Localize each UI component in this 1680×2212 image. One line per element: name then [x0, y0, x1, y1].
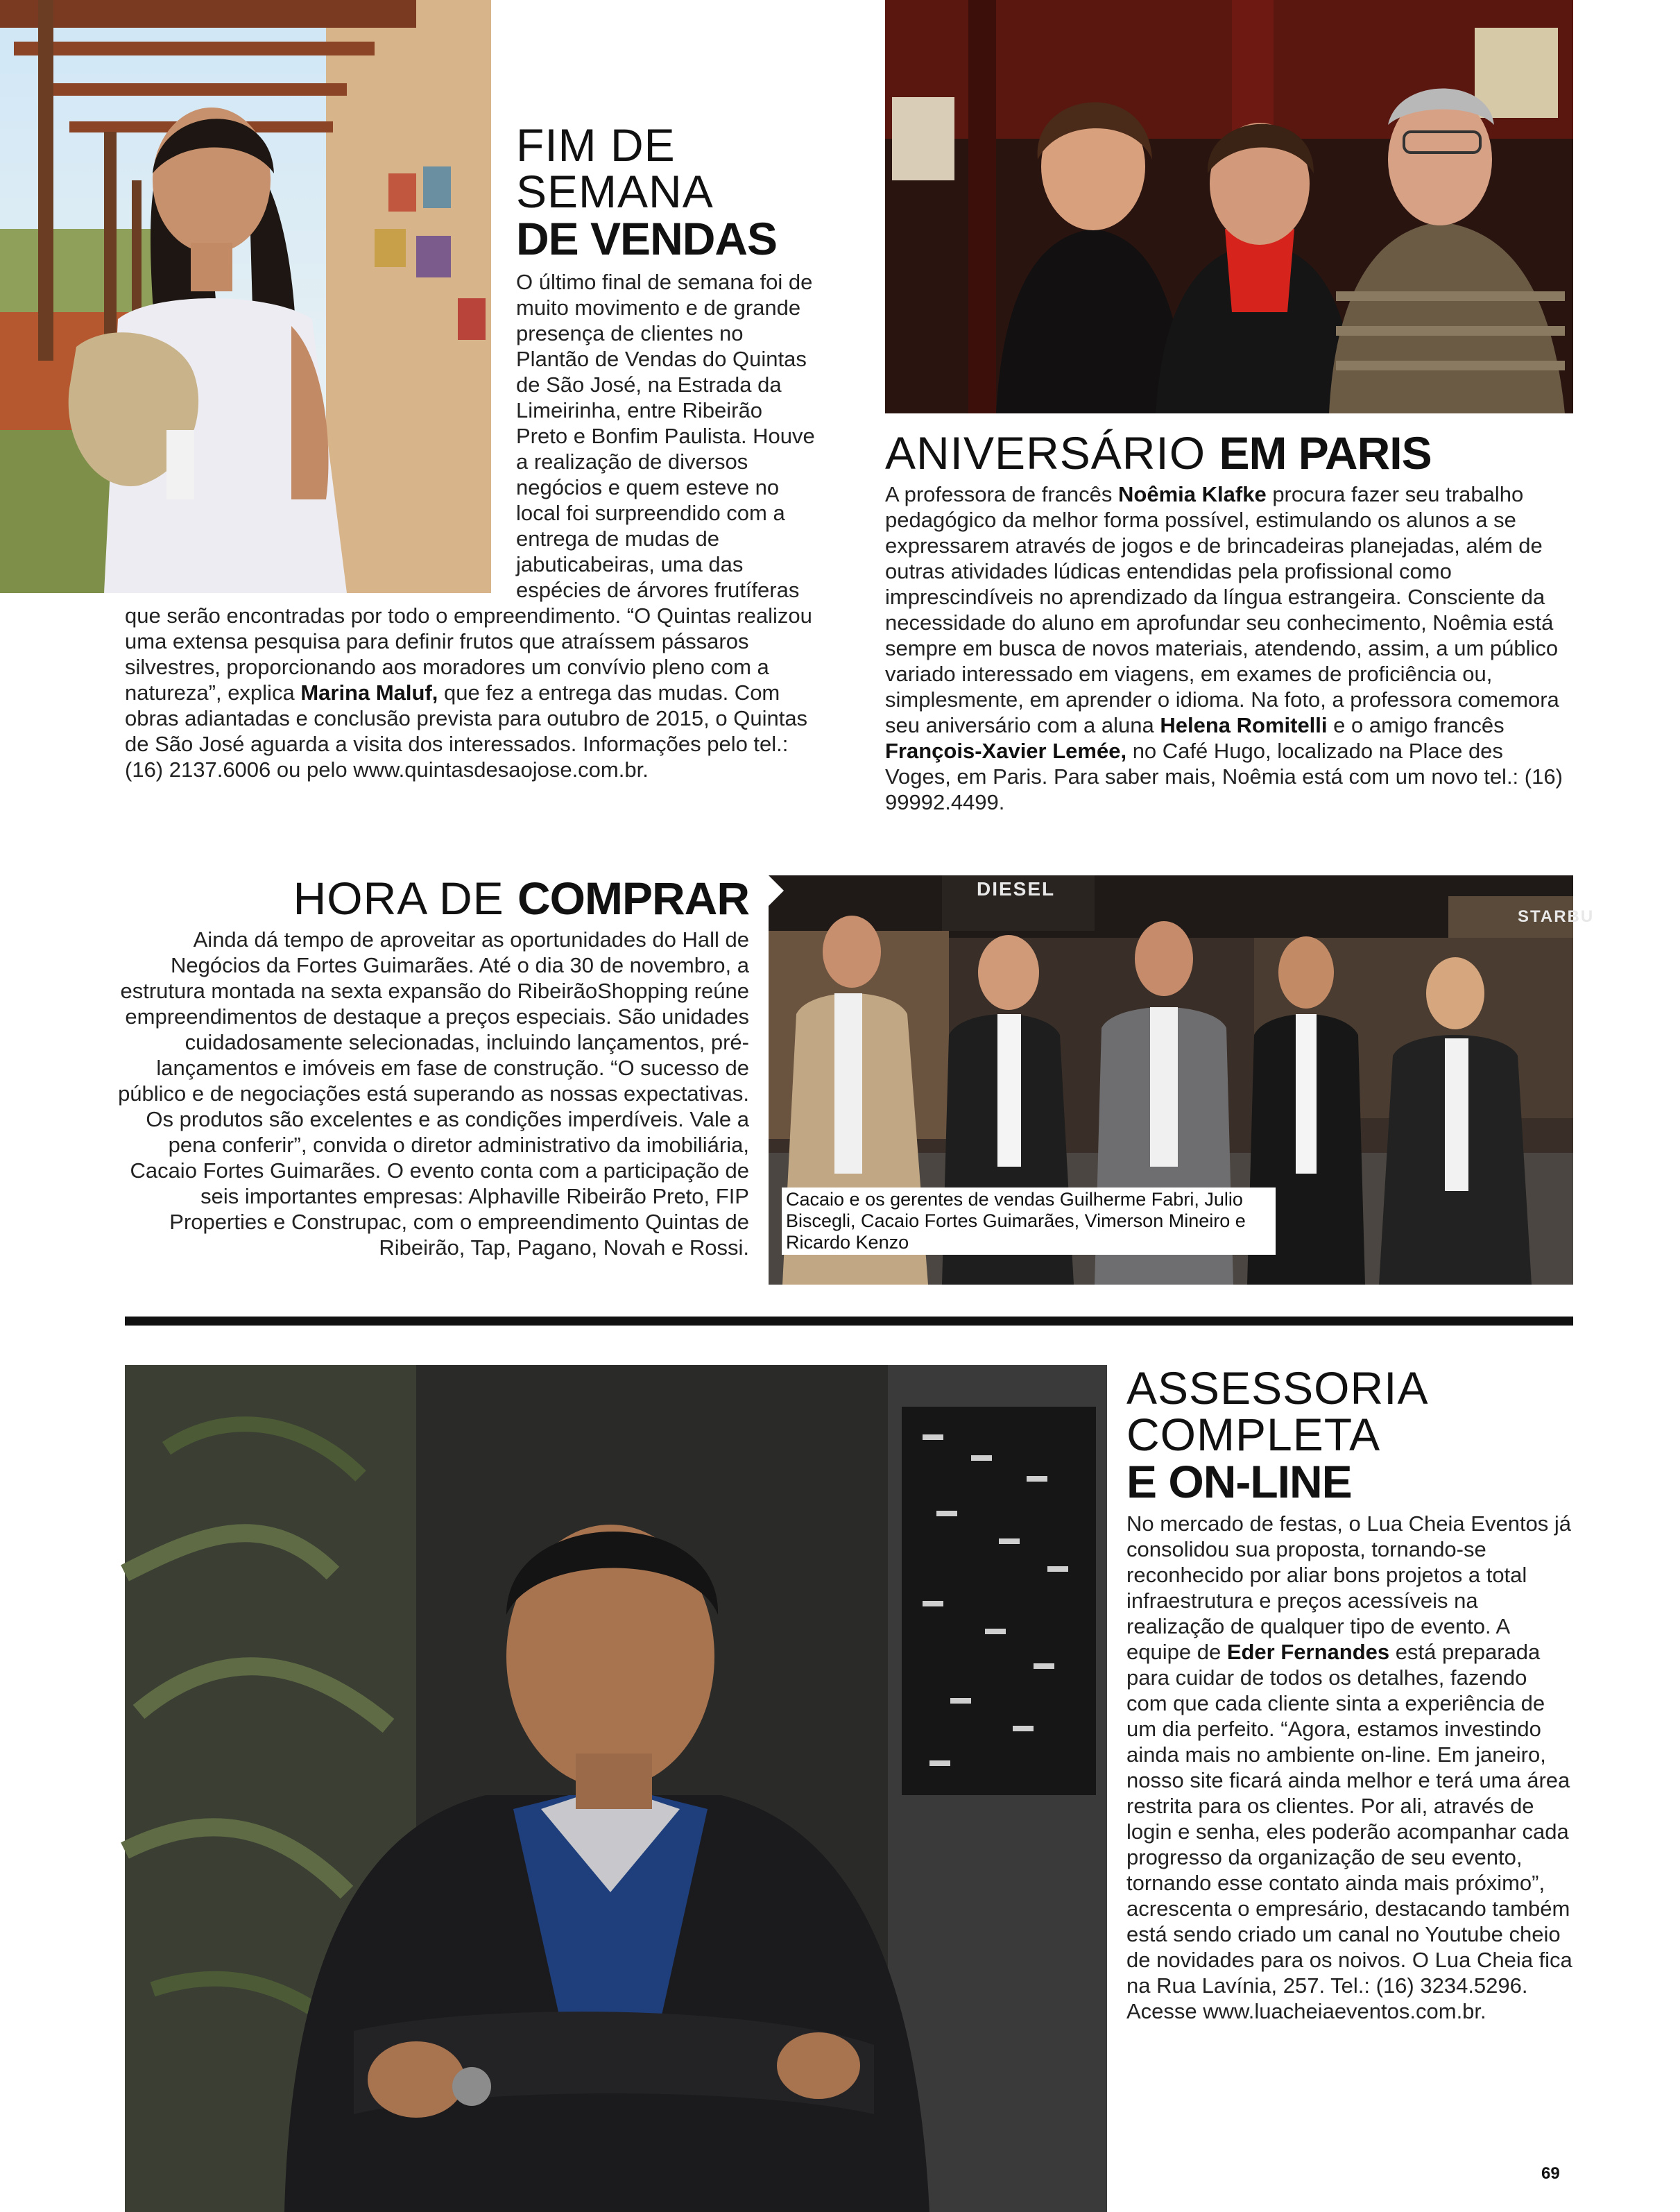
vendas-title-line2: SEMANA — [516, 166, 714, 218]
comprar-title-light: HORA DE — [293, 873, 504, 924]
paris-text-4: no Café Hugo, localizado na Place des Voges, em Paris. Para saber mais, Noêmia está com um novo tel.: (16) 99992.4499. — [885, 739, 1563, 814]
photo-pointer — [769, 875, 784, 906]
vendas-body-columns — [125, 269, 818, 782]
section-divider — [125, 1317, 1573, 1326]
assessoria-title-line1: ASSESSORIA — [1126, 1362, 1429, 1414]
paris-title-light: ANIVERSÁRIO — [885, 427, 1206, 479]
assessoria-title-line2: COMPLETA — [1126, 1409, 1381, 1461]
assessoria-text-2: está preparada para cuidar de todos os detalhes, fazendo com que cada cliente sinta a experiência de um dia perfeito. “Agora, estamos investindo ainda mais no ambiente on-line. Em janeiro, nosso site ficará ainda melhor e terá uma área restrita para os clientes. Por ali, através de login e senha, eles poderão acompanhar cada progresso da organização de seu evento, tornando esse contato ainda mais próximo”, acrescenta o empresário, destacando também está sendo criado um canal no Youtube cheio de novidades para os noivos. O Lua Cheia fica na Rua Lavínia, 257. Tel.: (16) 3234.5296. Acesse www.luacheiaeventos.com.br. — [1126, 1640, 1572, 2023]
paris-body — [885, 481, 1573, 815]
sign-starbucks: STARBU — [1518, 907, 1595, 926]
assessoria-name: Eder Fernandes — [1226, 1640, 1390, 1664]
vendas-person-name: Marina Maluf, — [300, 680, 438, 705]
vendas-photo-wrap-spacer — [125, 269, 516, 592]
paris-name-francois: François-Xavier Lemée, — [885, 739, 1127, 763]
comprar-body — [118, 927, 749, 1260]
assessoria-body — [1126, 1511, 1573, 2024]
paris-name-helena: Helena Romitelli — [1160, 713, 1328, 737]
assessoria-text-1: No mercado de festas, o Lua Cheia Eventos já consolidou sua proposta, tornando-se reconhecido por aliar bons projetos a total infraestrutura e preços acessíveis na realização de qualquer tipo de evento. A equipe de — [1126, 1511, 1572, 1664]
paris-title-bold: EM PARIS — [1219, 427, 1432, 479]
vendas-title-line1: FIM DE — [516, 119, 676, 171]
paris-text-2: procura fazer seu trabalho pedagógico da melhor forma possível, estimulando os alunos a se expressarem através de jogos e de brincadeiras planejadas, além de outras atividades lúdicas entendidas pela profissional como imprescindíveis no aprendizado da língua estrangeira. Consciente da necessidade do aluno em aprofundar seu conhecimento, Noêmia está sempre em busca de novos materiais, atendendo, assim, a um público variado interessado em viagens, em exames de proficiência ou, simplesmente, em aprender o idioma. Na foto, a professora comemora seu aniversário com a aluna — [885, 482, 1559, 737]
vendas-title — [516, 119, 778, 264]
vendas-text-main: O último final de semana foi de muito movimento e de grande presença de clientes no Plantão de Vendas do Quintas de São José, na Estrada da Limeirinha, entre Ribeirão Preto e Bonfim Paulista. Houve a realização de diversos negócios e quem esteve no local foi surpreendido com a entrega de mudas de jabuticabeiras, uma das espécies de árvores frutíferas que serão encontradas por todo o empreendimento. “O Quintas realizou uma extensa pesquisa para definir frutos que atraíssem pássaros silvestres, proporcionando aos moradores um convívio pleno com a natureza”, explica — [125, 270, 815, 705]
assessoria-title — [1126, 1362, 1429, 1507]
photo-eder-fernandes — [125, 1365, 1107, 2212]
comprar-text: Ainda dá tempo de aproveitar as oportunidades do Hall de Negócios da Fortes Guimarães. Até o dia 30 de novembro, a estrutura montada na sexta expansão do RibeirãoShopping reúne empreendimentos de destaque a preços especiais. São unidades cuidadosamente selecionadas, incluindo lançamentos, pré-lançamentos e imóveis em fase de construção. “O sucesso de público e de negociações está superando as nossas expectativas. Os produtos são excelentes e as condições imperdíveis. Vale a pena conferir”, convida o diretor administrativo da imobiliária, Cacaio Fortes Guimarães. O evento conta com a participação de seis importantes empresas: Alphaville Ribeirão Preto, FIP Properties e Construpac, com o empreendimento Quintas de Ribeirão, Tap, Pagano, Novah e Rossi. — [118, 927, 749, 1260]
sales-team-caption: Cacaio e os gerentes de vendas Guilherme Fabri, Julio Biscegli, Cacaio Fortes Guimarães, Vimerson Mineiro e Ricardo Kenzo — [782, 1188, 1276, 1255]
comprar-title — [125, 875, 749, 922]
page-number: 69 — [1541, 2164, 1560, 2183]
paris-text-3: e o amigo francês — [1333, 713, 1505, 737]
photo-birthday-paris — [885, 0, 1573, 413]
vendas-paragraph — [125, 269, 818, 782]
paris-name-noemia: Noêmia Klafke — [1118, 482, 1267, 506]
assessoria-title-bold: E ON-LINE — [1126, 1455, 1352, 1507]
vendas-title-bold: DE VENDAS — [516, 212, 778, 264]
comprar-title-bold: COMPRAR — [517, 873, 749, 924]
paris-text-1: A professora de francês — [885, 482, 1113, 506]
paris-title — [885, 427, 1432, 479]
vendas-text-end: que fez a entrega das mudas. Com obras adiantadas e conclusão prevista para outubro de 2015, o Quintas de São José aguarda a visita dos interessados. Informações pelo tel.: (16) 2137.6006 ou pelo www.quintasdesaojose.com.br. — [125, 680, 808, 782]
sign-diesel: DIESEL — [977, 878, 1056, 900]
